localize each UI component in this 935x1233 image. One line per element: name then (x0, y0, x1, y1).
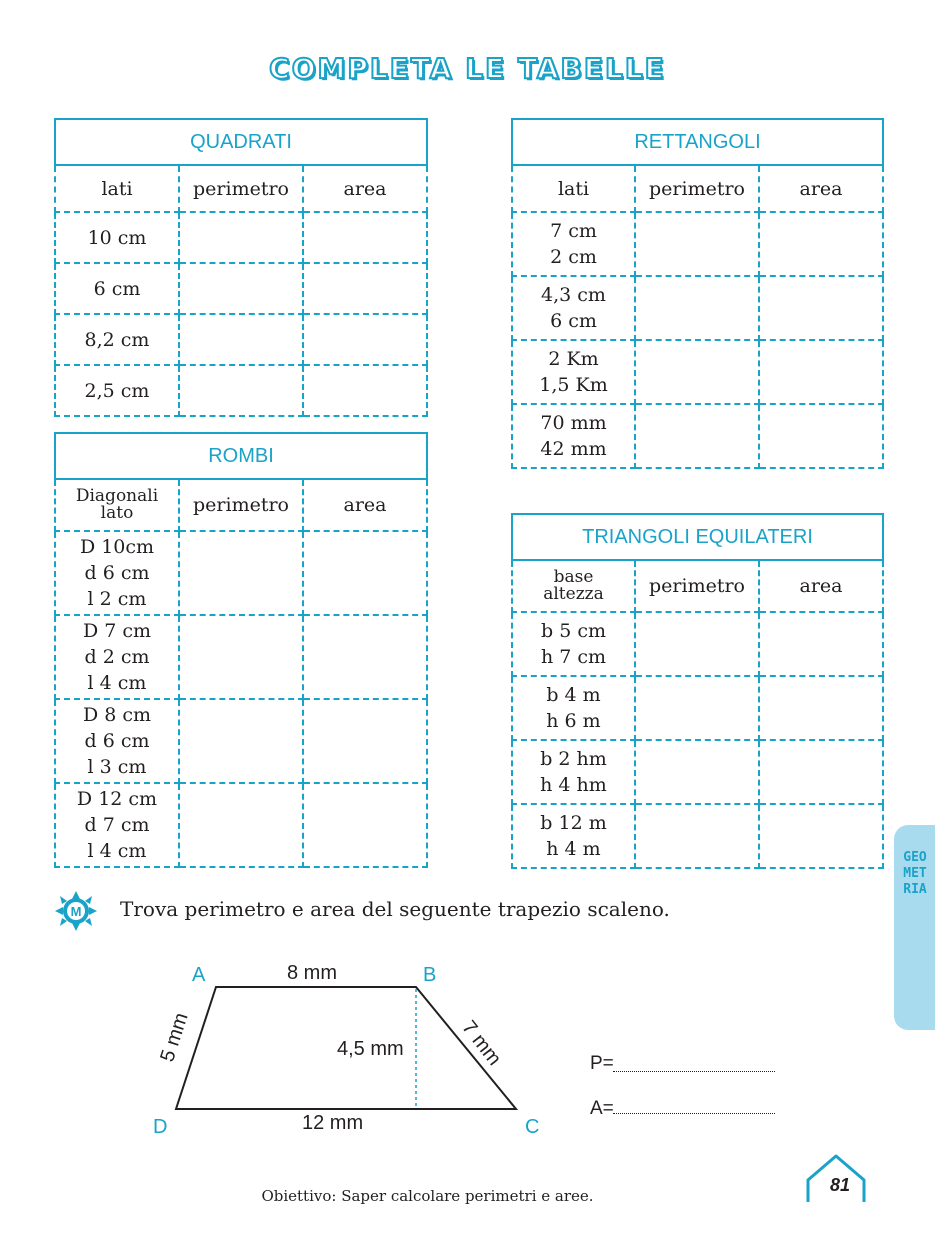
answer-cell[interactable] (303, 531, 427, 615)
answer-cell[interactable] (179, 699, 303, 783)
row-label: 10 cm (55, 212, 179, 263)
footer-objective: Obiettivo: Saper calcolare perimetri e aree. (261, 1187, 594, 1205)
badge-letter: M (70, 904, 82, 919)
column-header: lati (55, 165, 179, 212)
value-line: d 6 cm (84, 562, 150, 584)
value-line: d 6 cm (84, 730, 150, 752)
row-label (512, 740, 635, 804)
value-line: 6 cm (550, 310, 597, 332)
row-label: 6 cm (55, 263, 179, 314)
value-line: h 4 m (546, 838, 601, 860)
table-title: RETTANGOLI (512, 119, 883, 165)
value-line: l 4 cm (87, 840, 147, 862)
row-label (512, 676, 635, 740)
table-row (55, 783, 427, 867)
row-label (512, 276, 635, 340)
table-row (55, 212, 427, 263)
page-title: COMPLETA LE TABELLE (269, 52, 666, 85)
table-rettangoli (511, 118, 884, 469)
answer-cell[interactable] (179, 531, 303, 615)
column-header: perimetro (179, 479, 303, 531)
answer-cell[interactable] (635, 404, 759, 468)
vertex-d: D (153, 1116, 168, 1138)
answer-cell[interactable] (759, 276, 883, 340)
value-line: h 4 hm (540, 774, 607, 796)
table-rombi (54, 432, 428, 868)
answer-cell[interactable] (179, 314, 303, 365)
answer-cell[interactable] (759, 612, 883, 676)
answer-cell[interactable] (179, 263, 303, 314)
value-line: 70 mm (540, 412, 607, 434)
row-label: 2,5 cm (55, 365, 179, 416)
answer-cell[interactable] (759, 212, 883, 276)
sun-badge-icon (52, 890, 100, 932)
label-left-side: 5 mm (156, 1010, 193, 1065)
row-label (55, 615, 179, 699)
answer-cell[interactable] (303, 365, 427, 416)
column-header (512, 560, 635, 612)
row-label (512, 404, 635, 468)
header-line: altezza (543, 584, 604, 604)
answer-cell[interactable] (635, 740, 759, 804)
value-line: b 2 hm (540, 748, 607, 770)
label-height: 4,5 mm (337, 1038, 404, 1060)
value-line: D 7 cm (82, 620, 152, 642)
table-row (512, 212, 883, 276)
table-row (512, 676, 883, 740)
value-line: d 2 cm (84, 646, 150, 668)
header-line: lato (100, 503, 134, 523)
vertex-c: C (525, 1116, 540, 1138)
column-header: area (759, 560, 883, 612)
vertex-b: B (423, 964, 437, 986)
answer-cell[interactable] (303, 615, 427, 699)
answer-cell[interactable] (179, 783, 303, 867)
table-row (55, 699, 427, 783)
page-number: 81 (829, 1175, 851, 1195)
value-line: D 10cm (79, 536, 155, 558)
table-row (55, 531, 427, 615)
value-line: D 8 cm (82, 704, 152, 726)
perimeter-answer-line[interactable] (613, 1071, 775, 1072)
value-line: 4,3 cm (541, 284, 606, 306)
answer-cell[interactable] (303, 212, 427, 263)
answer-cell[interactable] (635, 212, 759, 276)
answer-cell[interactable] (759, 676, 883, 740)
answer-cell[interactable] (179, 615, 303, 699)
answer-cell[interactable] (635, 804, 759, 868)
column-header (55, 479, 179, 531)
row-label (512, 340, 635, 404)
side-tab-label: GEOMETRIA (903, 850, 927, 897)
answer-cell[interactable] (635, 612, 759, 676)
answer-cell[interactable] (759, 740, 883, 804)
area-label: A= (590, 1098, 614, 1119)
table-row (55, 365, 427, 416)
value-line: b 5 cm (541, 620, 606, 642)
value-line: l 2 cm (87, 588, 147, 610)
answer-cell[interactable] (759, 804, 883, 868)
row-label (55, 783, 179, 867)
exercise-instruction: Trova perimetro e area del seguente trapezio scaleno. (120, 897, 670, 921)
answer-cell[interactable] (635, 676, 759, 740)
column-header: perimetro (635, 560, 759, 612)
row-label: 8,2 cm (55, 314, 179, 365)
table-quadrati (54, 118, 428, 417)
value-line: h 6 m (546, 710, 601, 732)
column-header: lati (512, 165, 635, 212)
value-line: 2 Km (548, 348, 599, 370)
value-line: b 4 m (546, 684, 601, 706)
table-row (512, 612, 883, 676)
answer-cell[interactable] (179, 365, 303, 416)
table-row (55, 314, 427, 365)
column-header: area (303, 479, 427, 531)
answer-cell[interactable] (635, 276, 759, 340)
value-line: h 7 cm (540, 646, 607, 668)
value-line: l 4 cm (87, 672, 147, 694)
answer-cell[interactable] (179, 212, 303, 263)
table-row (512, 340, 883, 404)
table-triangoli (511, 513, 884, 869)
label-top-side: 8 mm (287, 962, 337, 984)
table-title: ROMBI (55, 433, 427, 479)
answer-cell[interactable] (303, 314, 427, 365)
value-line: 1,5 Km (539, 374, 608, 396)
value-line: 7 cm (550, 220, 597, 242)
table-row (512, 404, 883, 468)
label-bottom-side: 12 mm (302, 1112, 364, 1134)
value-line: l 3 cm (87, 756, 147, 778)
answer-cell[interactable] (303, 263, 427, 314)
table-row (512, 276, 883, 340)
vertex-a: A (192, 964, 206, 986)
column-header: perimetro (635, 165, 759, 212)
column-header: perimetro (179, 165, 303, 212)
value-line: 2 cm (550, 246, 597, 268)
row-label (55, 531, 179, 615)
value-line: 42 mm (540, 438, 607, 460)
table-row (512, 740, 883, 804)
column-header: area (759, 165, 883, 212)
answer-cell[interactable] (759, 340, 883, 404)
header-line: base (553, 567, 594, 587)
answer-cell[interactable] (759, 404, 883, 468)
area-answer-line[interactable] (613, 1113, 775, 1114)
value-line: D 12 cm (76, 788, 158, 810)
row-label (512, 804, 635, 868)
header-line: Diagonali (75, 486, 159, 506)
label-right-side: 7 mm (457, 1016, 506, 1070)
value-line: b 12 m (540, 812, 607, 834)
perimeter-label: P= (590, 1053, 614, 1074)
table-title: TRIANGOLI EQUILATERI (512, 514, 883, 560)
row-label (512, 612, 635, 676)
row-label (512, 212, 635, 276)
answer-cell[interactable] (303, 699, 427, 783)
row-label (55, 699, 179, 783)
table-row (55, 263, 427, 314)
table-row (55, 615, 427, 699)
table-title: QUADRATI (55, 119, 427, 165)
value-line: d 7 cm (84, 814, 150, 836)
answer-cell[interactable] (635, 340, 759, 404)
answer-cell[interactable] (303, 783, 427, 867)
table-row (512, 804, 883, 868)
column-header: area (303, 165, 427, 212)
